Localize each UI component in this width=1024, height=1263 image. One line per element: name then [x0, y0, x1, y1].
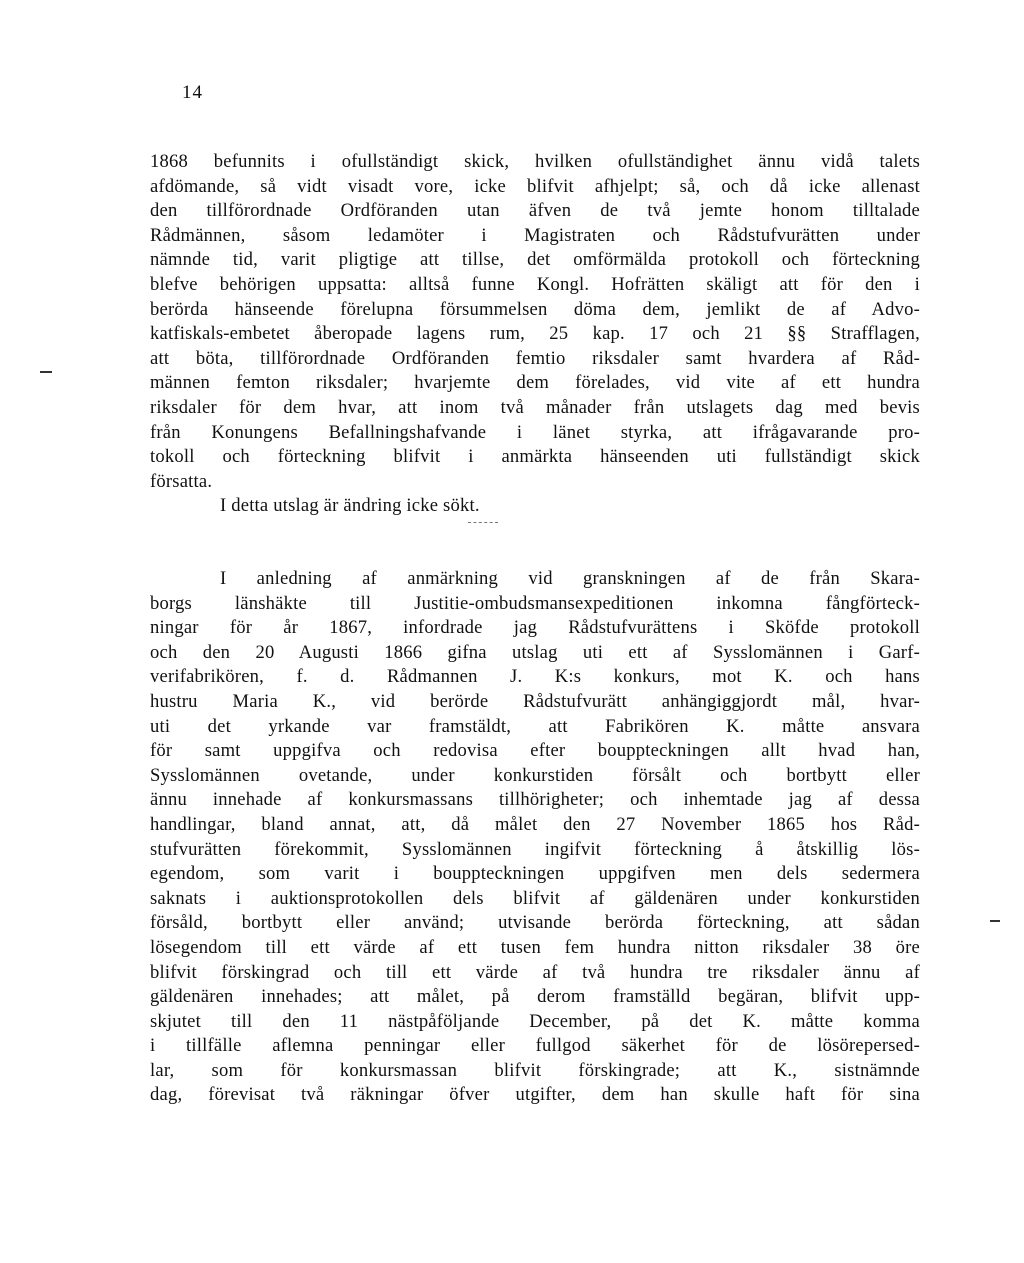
text-line: den tillförordnade Ordföranden utan äfven de två jemte honom tilltalade [150, 200, 920, 222]
text-line: hustru Maria K., vid berörde Rådstufvurätt anhängiggjordt mål, hvar- [150, 690, 920, 712]
text-line: verifabrikören, f. d. Rådmannen J. K:s konkurs, mot K. och hans [150, 666, 920, 688]
page-number: 14 [182, 82, 203, 103]
text-line: afdömande, så vidt visadt vore, icke blifvit afhjelpt; så, och då icke allenast [150, 175, 920, 197]
text-line: I anledning af anmärkning vid granskningen af de från Skara- [220, 568, 920, 589]
section-separator [468, 522, 498, 524]
text-line: skjutet till den 11 nästpåföljande December, på det K. måtte komma [150, 1010, 920, 1032]
text-line: i tillfälle aflemna penningar eller fullgod säkerhet för de lösörepersed- [150, 1035, 920, 1057]
margin-mark [40, 371, 52, 373]
text-line: ningar för år 1867, infordrade jag Rådstufvurättens i Sköfde protokoll [150, 617, 920, 639]
text-line: katfiskals-embetet åberopade lagens rum, 25 kap. 17 och 21 §§ Strafflagen, [150, 323, 920, 345]
text-line: lar, som för konkursmassan blifvit förskingrade; att K., sistnämnde [150, 1059, 920, 1081]
text-line: uti det yrkande var framstäldt, att Fabrikören K. måtte ansvara [150, 715, 920, 737]
text-line: borgs länshäkte till Justitie-ombudsmansexpeditionen inkomna fångförteck- [150, 592, 920, 614]
text-line: handlingar, bland annat, att, då målet den 27 November 1865 hos Råd- [150, 813, 920, 835]
text-line: stufvurätten förekommit, Sysslomännen ingifvit förteckning å åtskillig lös- [150, 838, 920, 860]
text-line: berörda hänseende förelupna försummelsen döma dem, jemlikt de af Advo- [150, 298, 920, 320]
paragraph-2 [150, 567, 920, 1108]
text-line: tokoll och förteckning blifvit i anmärkta hänseenden uti fullständigt skick [150, 446, 920, 468]
text-line: nämnde tid, varit pligtige att tillse, det omförmälda protokoll och förteckning [150, 249, 920, 271]
text-line: att böta, tillförordnade Ordföranden femtio riksdaler samt hvardera af Råd- [150, 347, 920, 369]
text-line: från Konungens Befallningshafvande i länet styrka, att ifrågavarande pro- [150, 421, 920, 443]
text-line: försåld, bortbytt eller använd; utvisande berörda förteckning, att sådan [150, 912, 920, 934]
closing-line: I detta utslag är ändring icke sökt. [220, 495, 480, 517]
paragraph-1 [150, 150, 920, 519]
text-line: och den 20 Augusti 1866 gifna utslag uti ett af Sysslomännen i Garf- [150, 641, 920, 663]
text-line: blifvit förskingrad och till ett värde af två hundra tre riksdaler ännu af [150, 961, 920, 983]
text-line: ännu innehade af konkursmassans tillhörigheter; och inhemtade jag af dessa [150, 789, 920, 811]
text-line: lösegendom till ett värde af ett tusen fem hundra nitton riksdaler 38 öre [150, 936, 920, 958]
text-line: männen femton riksdaler; hvarjemte dem förelades, vid vite af ett hundra [150, 372, 920, 394]
text-line: dag, förevisat två räkningar öfver utgifter, dem han skulle haft för sina [150, 1084, 920, 1106]
text-line: saknats i auktionsprotokollen dels blifvit af gäldenären under konkurstiden [150, 887, 920, 909]
text-line: försatta. [150, 470, 213, 492]
text-line: egendom, som varit i bouppteckningen uppgifven men dels sedermera [150, 863, 920, 885]
text-line: 1868 befunnits i ofullständigt skick, hvilken ofullständighet ännu vidå talets [150, 151, 920, 172]
text-line: Sysslomännen ovetande, under konkurstiden försålt och bortbytt eller [150, 764, 920, 786]
margin-mark [990, 920, 1000, 922]
text-line: blefve behörigen uppsatta: alltså funne Kongl. Hofrätten skäligt att för den i [150, 273, 920, 295]
text-line: gäldenären innehades; att målet, på derom framställd begäran, blifvit upp- [150, 986, 920, 1008]
text-line: för samt uppgifva och redovisa efter bouppteckningen allt hvad han, [150, 740, 920, 762]
text-line: Rådmännen, såsom ledamöter i Magistraten och Rådstufvurätten under [150, 224, 920, 246]
text-line: riksdaler för dem hvar, att inom två månader från utslagets dag med bevis [150, 396, 920, 418]
